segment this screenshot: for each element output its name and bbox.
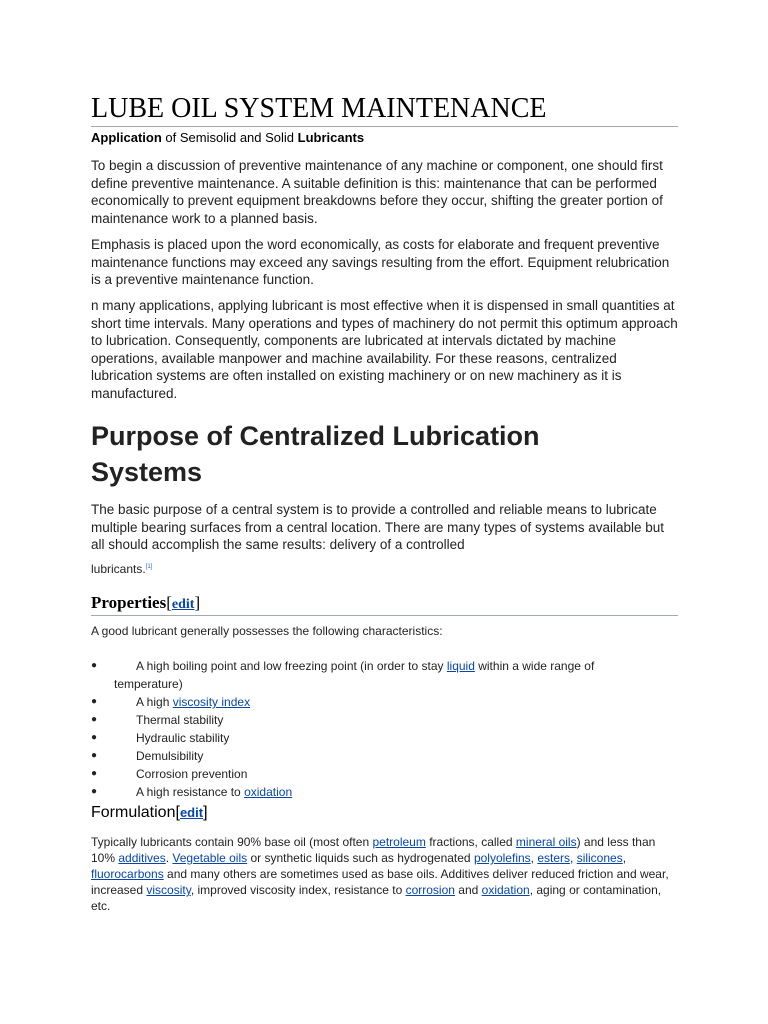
formulation-edit-link[interactable]: edit [179,805,204,820]
edit-bracket-close: ] [194,593,201,612]
subtitle-bold-lubricants: Lubricants [297,130,365,145]
section-heading-formulation [91,804,208,822]
edit-bracket-open: [ [166,593,172,612]
properties-heading-text: Properties [91,593,167,612]
subtitle-bold-application: Application [91,130,162,145]
subtitle-text: of Semisolid and Solid [161,130,298,145]
formulation-heading-text: Formulation [91,804,176,821]
viscosity-index-link[interactable]: viscosity index [172,695,251,709]
edit-bracket-close: ] [203,804,208,821]
properties-list [91,657,651,801]
list-item: ● Thermal stability [91,713,224,727]
mineral-oils-link[interactable]: mineral oils [515,835,577,849]
list-item: ● A high resistance to oxidation [91,785,293,799]
bullet-icon: ● [91,696,98,707]
liquid-link[interactable]: liquid [446,659,475,673]
section-heading-properties [91,593,678,616]
list-item: ● A high boiling point and low freezing point (in order to stay liquid within a wide range of temperature) [91,659,595,691]
bullet-icon: ● [91,786,98,797]
viscosity-link[interactable]: viscosity [146,883,191,897]
oxidation-link[interactable]: oxidation [244,785,293,799]
additives-link[interactable]: additives [118,851,166,865]
properties-intro: A good lubricant generally possesses the following characteristics: [91,624,443,638]
petroleum-link[interactable]: petroleum [372,835,426,849]
bullet-icon: ● [91,732,98,743]
bullet-icon: ● [91,660,98,671]
bullet-icon: ● [91,714,98,725]
subtitle [91,130,364,145]
paragraph-formulation: Typically lubricants contain 90% base oil (most often petroleum fractions, called mineral oils) and less than 10% additives. Vegetable oils or synthetic liquids such as hydrogenated polyolefins, esters, silicones, fluorocarbons and many others are sometimes used as base oils. Additives deliver reduced friction and wear, increased viscosity, improved viscosity index, resistance to corrosion and oxidation, aging or contamination, etc. [91,835,669,913]
paragraph-emphasis: Emphasis is placed upon the word economically, as costs for elaborate and frequent preventive maintenance functions may exceed any savings resulting from the effort. Equipment relubrication is a preventive maintenance function. [91,237,670,287]
bullet-icon: ● [91,768,98,779]
oxidation-link[interactable]: oxidation [481,883,530,897]
list-item: ● Demulsibility [91,749,204,763]
section-heading-purpose: Purpose of Centralized Lubrication Systems [91,421,540,487]
bullet-icon: ● [91,750,98,761]
list-item: ● Corrosion prevention [91,767,248,781]
fluorocarbons-link[interactable]: fluorocarbons [91,867,164,881]
esters-link[interactable]: esters [537,851,571,865]
corrosion-link[interactable]: corrosion [405,883,455,897]
lubricants-text: lubricants. [91,562,146,576]
edit-bracket-open: [ [175,804,180,821]
paragraph-purpose: The basic purpose of a central system is to provide a controlled and reliable means to lubricate multiple bearing surfaces from a central location. There are many types of systems available but all should accomplish the same results: delivery of a controlled [91,502,665,552]
lubricants-line [91,562,152,576]
properties-edit-link[interactable]: edit [171,597,195,612]
polyolefins-link[interactable]: polyolefins [473,851,531,865]
paragraph-applications: n many applications, applying lubricant is most effective when it is dispensed in small quantities at short time intervals. Many operations and types of machinery do not permit this optimum approach to lubrication. Consequently, components are lubricated at intervals dictated by machine operations, available manpower and machine availability. For these reasons, centralized lubrication systems are often installed on existing machinery or on new machinery as it is manufactured. [91,298,678,401]
list-item: ● Hydraulic stability [91,731,230,745]
silicones-link[interactable]: silicones [576,851,623,865]
paragraph-preventive-maintenance: To begin a discussion of preventive maintenance of any machine or component, one should first define preventive maintenance. A suitable definition is this: maintenance that can be performed economically to prevent equipment breakdowns before they occur, shifting the greater portion of maintenance work to a planned basis. [91,158,663,226]
reference-link[interactable]: [1] [145,564,153,570]
vegetable-oils-link[interactable]: Vegetable oils [172,851,248,865]
list-item: ● A high viscosity index [91,695,251,709]
page-title: LUBE OIL SYSTEM MAINTENANCE [91,93,678,127]
